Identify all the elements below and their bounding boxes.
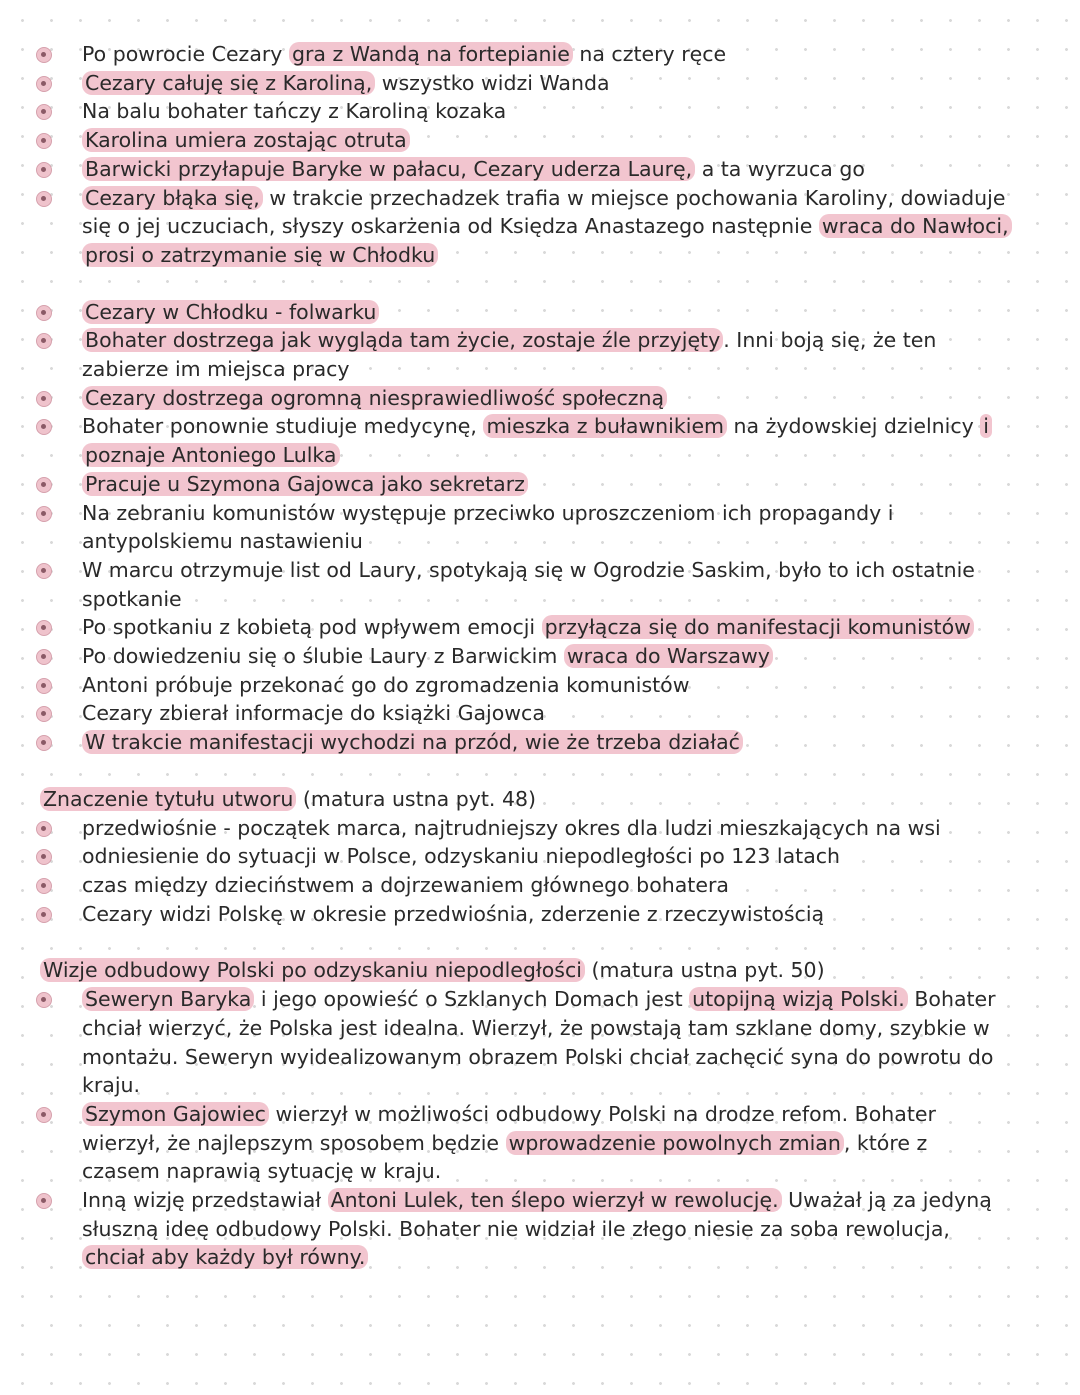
text-segment: Inną wizję przedstawiał <box>82 1188 328 1213</box>
highlighted-text: Bohater dostrzega jak wygląda tam życie, zostaje źle przyjęty <box>82 328 723 352</box>
text-segment: W marcu otrzymuje list od Laury, spotykają się w Ogrodzie Saskim, było to ich ostatnie spotkanie <box>82 557 975 611</box>
list-item <box>0 1186 1080 1272</box>
flower-bullet-icon <box>36 620 52 636</box>
highlighted-text: gra z Wandą na fortepianie <box>289 42 573 66</box>
text-segment: Uważał ją za jedyną słuszną ideę odbudowy Polski. Bohater nie widział ile złego niesie za soba rewolucja, <box>82 1188 992 1241</box>
text-segment: czas między dzieciństwem a dojrzewaniem głównego bohatera <box>82 872 729 897</box>
bullet-list <box>0 298 1080 757</box>
bullet-list <box>0 985 1080 1272</box>
list-item <box>0 384 1080 413</box>
highlighted-text: Szymon Gajowiec <box>82 1102 269 1126</box>
flower-bullet-icon <box>36 649 52 665</box>
section-heading <box>0 785 1080 814</box>
bullet-list <box>0 40 1080 270</box>
text-segment: (matura ustna pyt. 48) <box>296 786 537 811</box>
flower-bullet-icon <box>36 735 52 751</box>
list-item <box>0 699 1080 728</box>
flower-bullet-icon <box>36 333 52 349</box>
text-segment: odniesienie do sytuacji w Polsce, odzyskaniu niepodległości po 123 latach <box>82 844 841 869</box>
flower-bullet-icon <box>36 878 52 894</box>
list-item <box>0 556 1080 613</box>
text-segment: Na balu bohater tańczy z Karoliną kozaka <box>82 99 507 124</box>
highlighted-text: Cezary dostrzega ogromną niesprawiedliwość społeczną <box>82 386 667 410</box>
highlighted-text: przyłącza się do manifestacji komunistów <box>542 615 974 639</box>
text-segment: , które z czasem naprawią sytuację w kraju. <box>82 1130 928 1184</box>
highlighted-text: i poznaje Antoniego Lulka <box>82 414 992 467</box>
text-segment: Na zebraniu komunistów występuje przeciwko uproszczeniom ich propagandy i antypolskiemu nastawieniu <box>82 500 894 554</box>
flower-bullet-icon <box>36 563 52 579</box>
highlighted-text: Cezary w Chłodku - folwarku <box>82 300 379 324</box>
flower-bullet-icon <box>36 76 52 92</box>
section-gap <box>0 928 1080 956</box>
flower-bullet-icon <box>36 821 52 837</box>
flower-bullet-icon <box>36 506 52 522</box>
list-item <box>0 642 1080 671</box>
list-item <box>0 814 1080 843</box>
highlighted-text: Wizje odbudowy Polski po odzyskaniu niepodległości <box>40 958 585 982</box>
text-segment: a ta wyrzuca go <box>695 156 865 181</box>
list-item <box>0 900 1080 929</box>
list-item <box>0 1100 1080 1186</box>
text-segment: Po powrocie Cezary <box>82 42 289 66</box>
highlighted-text: wraca do Warszawy <box>564 644 773 668</box>
list-item <box>0 412 1080 469</box>
highlighted-text: mieszka z buławnikiem <box>483 414 727 438</box>
flower-bullet-icon <box>36 162 52 178</box>
list-item <box>0 326 1080 383</box>
flower-bullet-icon <box>36 419 52 435</box>
text-segment: Bohater chciał wierzyć, że Polska jest idealna. Wierzył, że powstają tam szklane domy, szybkie w montażu. Seweryn wyidealizowanym obrazem Polski chciał zachęcić syna do powrotu do kraju. <box>82 987 996 1098</box>
bullet-list <box>0 814 1080 929</box>
flower-bullet-icon <box>36 391 52 407</box>
section-title-meaning <box>0 785 1080 929</box>
text-segment: na żydowskiej dzielnicy <box>727 414 981 439</box>
text-segment: Po dowiedzeniu się o ślubie Laury z Barwickim <box>82 644 564 669</box>
text-segment: . Inni boją się, że ten zabierze im miejsca pracy <box>82 328 937 382</box>
list-item <box>0 871 1080 900</box>
list-item <box>0 671 1080 700</box>
section-plot-part2 <box>0 298 1080 757</box>
flower-bullet-icon <box>36 907 52 923</box>
list-item <box>0 155 1080 184</box>
flower-bullet-icon <box>36 477 52 493</box>
list-item <box>0 184 1080 270</box>
highlighted-text: Cezary błąka się, <box>82 186 263 210</box>
highlighted-text: Cezary całuję się z Karoliną, <box>82 71 375 95</box>
text-segment: w trakcie przechadzek trafia w miejsce pochowania Karoliny, dowiaduje się o jej uczuciach, słyszy oskarżenia od Księdza Anastazego następnie <box>82 185 1006 239</box>
list-item <box>0 97 1080 126</box>
highlighted-text: Barwicki przyłapuje Baryke w pałacu, Cezary uderza Laurę, <box>82 157 695 181</box>
text-segment: przedwiośnie - początek marca, najtrudniejszy okres dla ludzi mieszkających na wsi <box>82 815 941 840</box>
list-item <box>0 613 1080 642</box>
highlighted-text: wraca do Nawłoci, prosi o zatrzymanie się w Chłodku <box>82 214 1012 267</box>
list-item <box>0 728 1080 757</box>
highlighted-text: Karolina umiera zostając otruta <box>82 128 410 152</box>
list-item <box>0 470 1080 499</box>
section-visions <box>0 956 1080 1272</box>
list-item <box>0 842 1080 871</box>
list-item <box>0 126 1080 155</box>
highlighted-text: Znaczenie tytułu utworu <box>40 787 296 811</box>
list-item <box>0 499 1080 556</box>
flower-bullet-icon <box>36 47 52 63</box>
section-plot-part1 <box>0 40 1080 270</box>
text-segment: Bohater ponownie studiuje medycynę, <box>82 414 484 439</box>
text-segment: (matura ustna pyt. 50) <box>584 958 825 983</box>
section-heading <box>0 956 1080 985</box>
highlighted-text: Pracuje u Szymona Gajowca jako sekretarz <box>82 472 528 496</box>
flower-bullet-icon <box>36 305 52 321</box>
highlighted-text: W trakcie manifestacji wychodzi na przód, wie że trzeba działać <box>82 730 743 754</box>
section-gap <box>0 757 1080 785</box>
flower-bullet-icon <box>36 1107 52 1123</box>
text-segment: i jego opowieść o Szklanych Domach jest <box>254 987 690 1012</box>
text-segment: wierzył w możliwości odbudowy Polski na drodze refom. Bohater wierzył, że najlepszym sposobem będzie <box>82 1101 936 1155</box>
list-item <box>0 985 1080 1100</box>
flower-bullet-icon <box>36 678 52 694</box>
list-item <box>0 40 1080 69</box>
notes-page <box>0 40 1080 1272</box>
section-gap <box>0 270 1080 298</box>
flower-bullet-icon <box>36 1193 52 1209</box>
flower-bullet-icon <box>36 104 52 120</box>
text-segment: Po spotkaniu z kobietą pod wpływem emocji <box>82 615 542 640</box>
list-item <box>0 298 1080 327</box>
flower-bullet-icon <box>36 992 52 1008</box>
flower-bullet-icon <box>36 706 52 722</box>
text-segment: Cezary zbierał informacje do książki Gajowca <box>82 701 545 726</box>
highlighted-text: Seweryn Baryka <box>82 987 254 1011</box>
text-segment: na cztery ręce <box>572 42 727 66</box>
text-segment: Cezary widzi Polskę w okresie przedwiośnia, zderzenie z rzeczywistością <box>82 901 825 926</box>
highlighted-text: chciał aby każdy był równy. <box>82 1245 368 1269</box>
flower-bullet-icon <box>36 133 52 149</box>
highlighted-text: Antoni Lulek, ten ślepo wierzył w rewolucję. <box>328 1188 782 1212</box>
highlighted-text: utopijną wizją Polski. <box>689 987 908 1011</box>
text-segment: Antoni próbuje przekonać go do zgromadzenia komunistów <box>82 672 690 697</box>
flower-bullet-icon <box>36 191 52 207</box>
text-segment: wszystko widzi Wanda <box>375 70 610 95</box>
highlighted-text: wprowadzenie powolnych zmian <box>506 1131 844 1155</box>
flower-bullet-icon <box>36 849 52 865</box>
list-item <box>0 69 1080 98</box>
